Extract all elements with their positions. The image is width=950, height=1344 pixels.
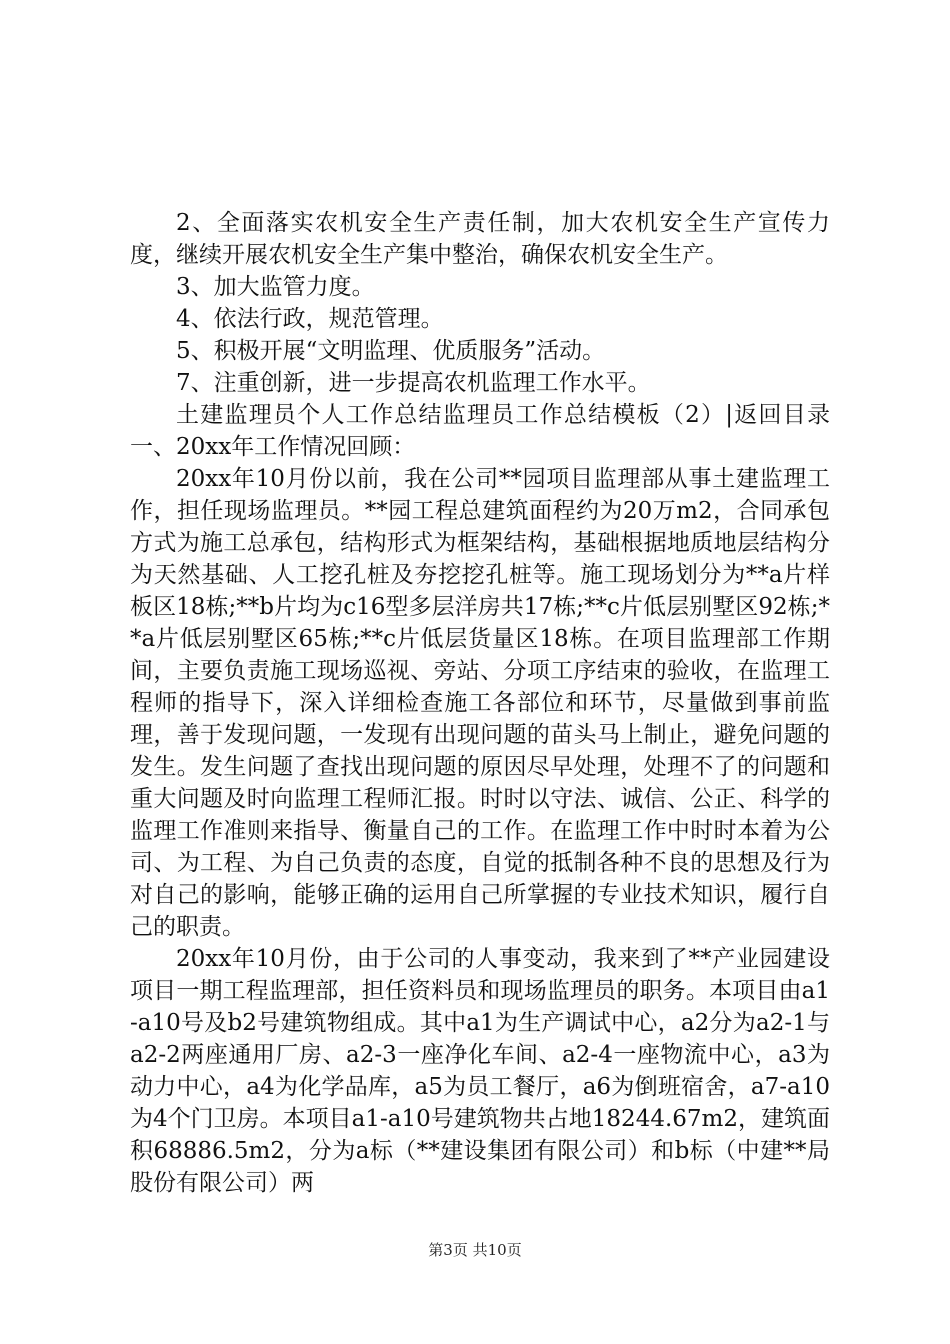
paragraph-october: 20xx年10月份，由于公司的人事变动，我来到了**产业园建设项目一期工程监理部，担任资料员和现场监理员的职务。本项目由a1-a10号及b2号建筑物组成。其中a1为生产调试中心，a2分为a2-1与a2-2两座通用厂房、a2-3一座净化车间、a2-4一座物流中心，a3为动力中心，a4为化学品库，a5为员工餐厅，a6为倒班宿舍，a7-a10为4个门卫房。本项目a1-a10号建筑物共占地18244.67m2，建筑面积68886.5m2，分为a标（**建设集团有限公司）和b标（中建**局股份有限公司）两 xyxy=(130,946,830,1196)
paragraph-before-october: 20xx年10月份以前，我在公司**园项目监理部从事土建监理工作，担任现场监理员。**园工程总建筑面程约为20万m2，合同承包方式为施工总承包，结构形式为框架结构，基础根据地质地层结构分为天然基础、人工挖孔桩及夯挖挖孔桩等。施工现场划分为**a片样板区18栋;**b片均为c16型多层洋房共17栋;**c片低层别墅区92栋;**a片低层别墅区65栋;**c片低层货量区18栋。在项目监理部工作期间，主要负责施工现场巡视、旁站、分项工序结束的验收，在监理工程师的指导下，深入详细检查施工各部位和环节，尽量做到事前监理，善于发现问题，一发现有出现问题的苗头马上制止，避免问题的发生。发生问题了查找出现问题的原因尽早处理，处理不了的问题和重大问题及时向监理工程师汇报。时时以守法、诚信、公正、科学的监理工作准则来指导、衡量自己的工作。在监理工作中时时本着为公司、为工程、为自己负责的态度，自觉的抵制各种不良的思想及行为对自己的影响，能够正确的运用自己所掌握的专业技术知识，履行自己的职责。 xyxy=(130,466,830,940)
section-heading: 土建监理员个人工作总结监理员工作总结模板（2）|返回目录一、20xx年工作情况回顾： xyxy=(130,402,830,460)
paragraph-item-4: 4、依法行政，规范管理。 xyxy=(176,306,444,332)
document-body xyxy=(130,207,830,1199)
paragraph-item-3: 3、加大监管力度。 xyxy=(176,274,375,300)
page-footer: 第3页 共10页 xyxy=(428,1241,522,1259)
paragraph-item-2: 2、全面落实农机安全生产责任制，加大农机安全生产宣传力度，继续开展农机安全生产集中整治，确保农机安全生产。 xyxy=(130,210,830,268)
paragraph-item-5: 5、积极开展“文明监理、优质服务”活动。 xyxy=(176,338,606,364)
paragraph-item-7: 7、注重创新，进一步提高农机监理工作水平。 xyxy=(176,370,651,396)
